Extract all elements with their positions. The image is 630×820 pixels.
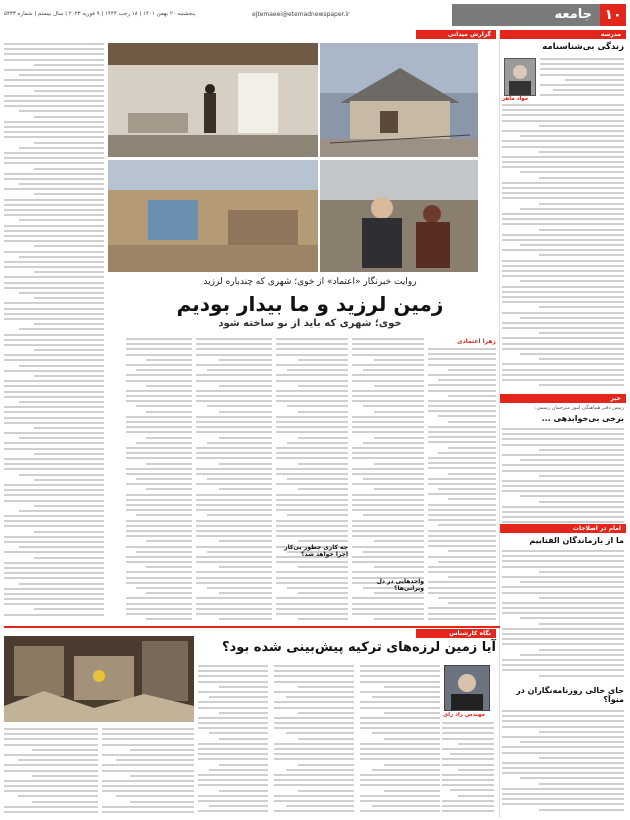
bottom-headline: آیا زمین لرزه‌های ترکیه پیش‌بینی شده بود؟ (222, 640, 496, 655)
photo-ruined-house (320, 43, 478, 157)
photo-elderly-couple (320, 160, 478, 272)
bottom-col-3 (198, 665, 268, 815)
body-col-5 (126, 338, 192, 620)
page-header (4, 4, 626, 26)
bottom-col-1 (360, 665, 440, 815)
header-dateline: پنجشنبه ۲۰ بهمن ۱۴۰۱ | ۱۸ رجب ۱۴۴۴ | ۹ فوریه ۲۰۲۳ | سال بیستم | شماره ۵۴۳۳ (4, 11, 196, 17)
report-tag: گزارش میدانی (416, 30, 496, 39)
body-col-4 (196, 338, 272, 620)
photo-rubble-yard (108, 160, 318, 272)
section-title: جامعه (452, 4, 600, 26)
article-byline: زهرا اعتمادی (457, 338, 496, 345)
author-photo (504, 58, 536, 96)
sidebar-tag-khabar: خبر (500, 394, 626, 403)
photo-collapsed-buildings (4, 636, 194, 722)
sidebar-text-4 (502, 710, 624, 814)
news-title: برخی بی‌خوابدهی ... (541, 414, 624, 423)
bottom-tag: نگاه کارشناس (416, 629, 496, 638)
sidebar-text-1 (540, 58, 624, 98)
sidebar (499, 30, 626, 818)
expert-name: مهندس راد رای (443, 712, 485, 718)
photo-interior-woman (108, 43, 318, 157)
sidebar-text-1b (502, 104, 624, 388)
left-column-text (4, 43, 104, 623)
article-headline: زمین لرزید و ما بیدار بودیم (176, 292, 444, 316)
author-name: جواد ماهر (502, 96, 529, 102)
sidebar-text-3 (502, 550, 624, 680)
bottom-col-5 (102, 728, 194, 815)
article-kicker: روایت خبرنگار «اعتماد» از خوی؛ شهری که چندباره لرزید (203, 277, 417, 287)
article-subhead: خوی؛ شهری که باید از نو ساخته شود (218, 318, 402, 329)
sidebar-tag-madrese: مدرسه (500, 30, 626, 39)
sidebar-text-2 (502, 428, 624, 528)
sidebar-side-title: جای خالی روزنامه‌نگاران در منوآ؟ (516, 686, 624, 704)
body-col-3 (276, 338, 348, 620)
inline-heading-1: واحدهایی در دل ویرانی‌ها؟ (376, 578, 424, 592)
sidebar-tag-emam: امام در اصلاحات (500, 524, 626, 533)
section-divider (4, 626, 500, 628)
inline-heading-2: چه کاری چطور بی‌کار اجرا خواهد شد؟ (284, 544, 348, 558)
bottom-col-1b (442, 722, 494, 815)
column-title-3: ما از بازماندگان الفتاییم (529, 536, 624, 545)
page-number: ۱۰ (600, 4, 626, 26)
news-kicker: رییس دفتر هماهنگی امور مترجمان رسمی: (534, 405, 624, 411)
column-title: زندگی بی‌شناسنامه (542, 42, 624, 52)
expert-photo (444, 665, 490, 711)
body-col-1 (428, 348, 496, 620)
bottom-col-2 (274, 665, 354, 815)
bottom-col-4 (4, 728, 98, 815)
header-email[interactable]: ejtemaeei@etemadnewspaper.ir (252, 11, 350, 18)
